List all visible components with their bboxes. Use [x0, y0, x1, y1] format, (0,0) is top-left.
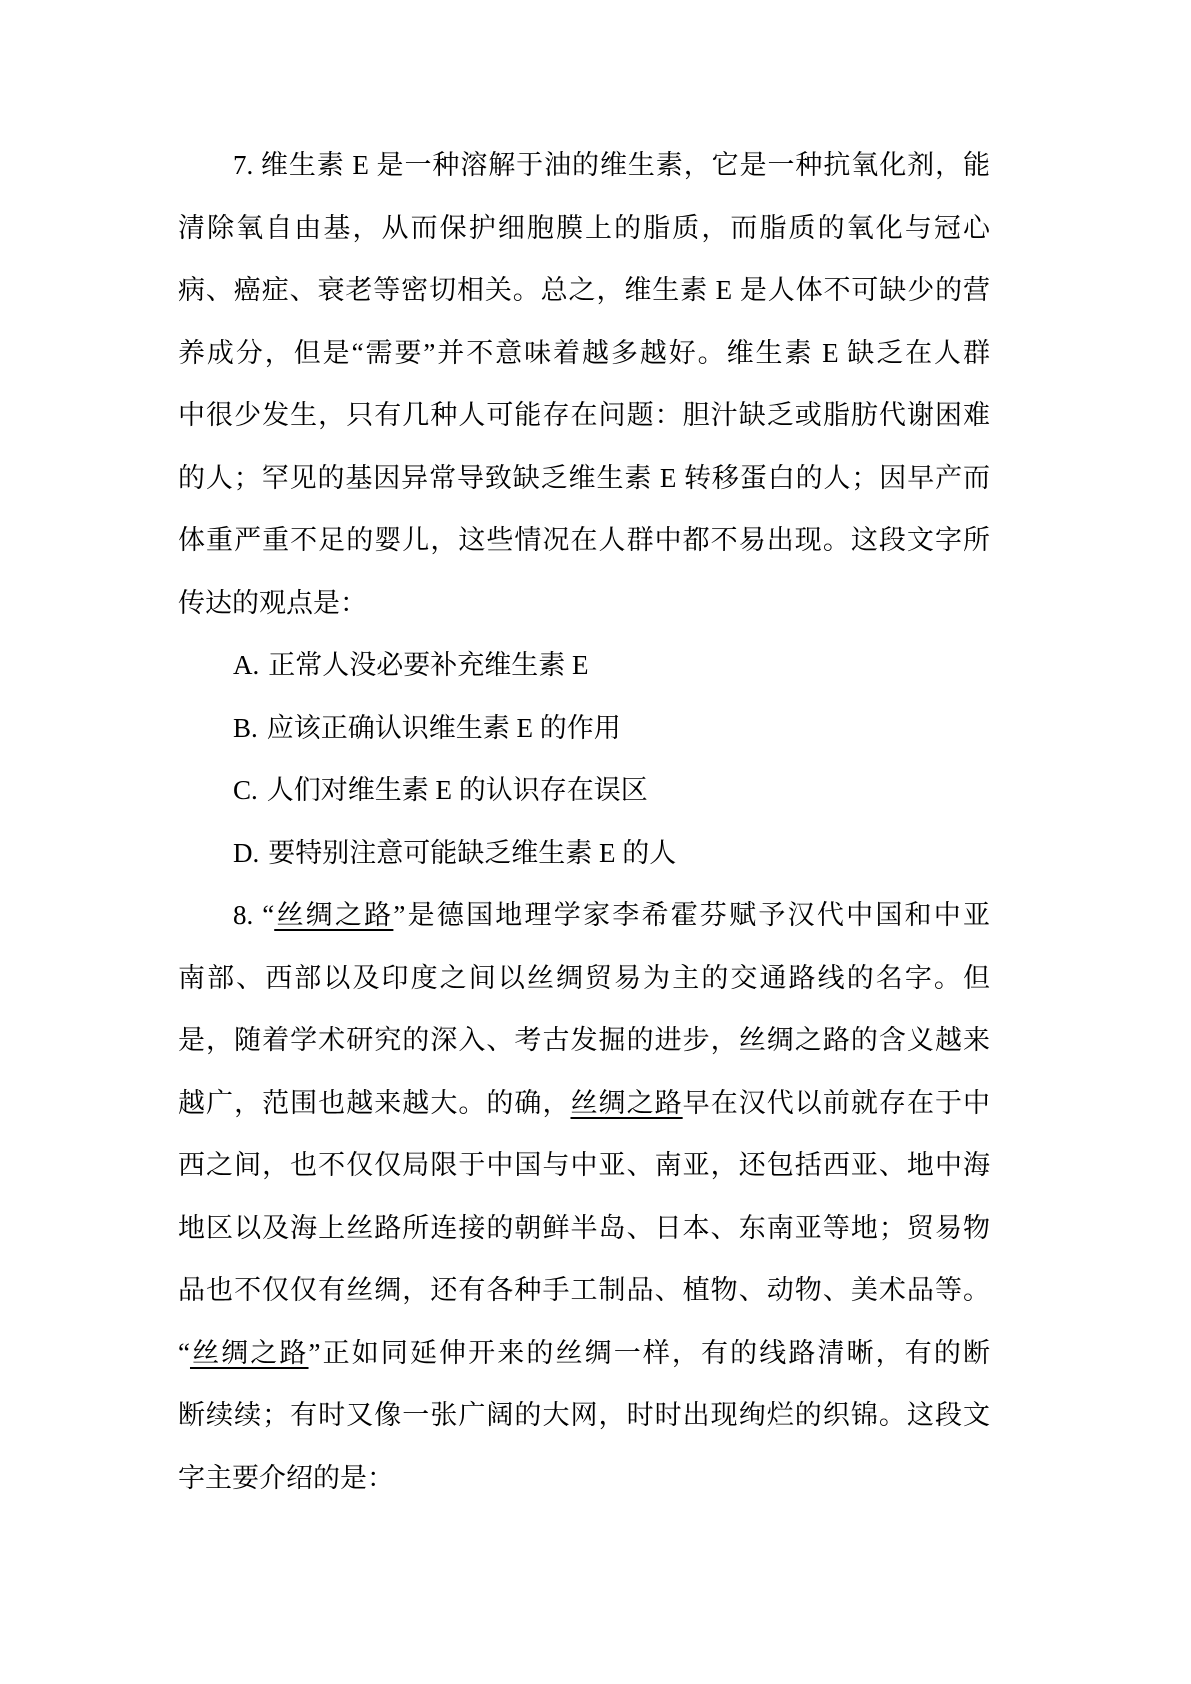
q7-option-b-label: B. — [233, 712, 258, 743]
q7-option-a-text: 正常人没必要补充维生素 E — [268, 650, 589, 680]
question-8 — [178, 884, 990, 1509]
q7-option-b-text: 应该正确认识维生素 E 的作用 — [266, 712, 621, 743]
q8-line8-pre: “ — [178, 1337, 190, 1368]
q8-paragraph-line: 字主要介绍的是： — [178, 1462, 394, 1493]
q8-paragraph-line — [178, 1322, 990, 1385]
q8-line1-pre: 8. “ — [233, 900, 275, 930]
silk-road-term-underlined: 丝绸之路 — [189, 1337, 309, 1368]
q8-line4-post: 早在汉代以前就存在于中 — [682, 1087, 991, 1118]
q7-paragraph-line: 体重严重不足的婴儿，这些情况在人群中都不易出现。这段文字所 — [178, 525, 990, 555]
q7-option-a — [178, 634, 990, 697]
q7-paragraph-line: 清除氧自由基，从而保护细胞膜上的脂质，而脂质的氧化与冠心 — [178, 212, 990, 243]
q7-option-d-text: 要特别注意可能缺乏维生素 E 的人 — [268, 837, 677, 868]
silk-road-term-underlined: 丝绸之路 — [570, 1087, 683, 1118]
q7-paragraph-line: 中很少发生，只有几种人可能存在问题：胆汁缺乏或脂肪代谢困难 — [178, 400, 990, 430]
q7-option-b — [178, 697, 990, 760]
q7-option-c-text: 人们对维生素 E 的认识存在误区 — [266, 775, 648, 805]
q8-line8-post: ”正如同延伸开来的丝绸一样，有的线路清晰，有的断 — [308, 1337, 991, 1368]
q7-option-a-label: A. — [233, 650, 260, 680]
silk-road-term-underlined: 丝绸之路 — [274, 900, 394, 930]
q8-line4-pre: 越广，范围也越来越大。的确， — [178, 1087, 571, 1118]
q8-paragraph-line: 是，随着学术研究的深入、考古发掘的进步，丝绸之路的含义越来 — [178, 1025, 990, 1055]
q7-option-c — [178, 759, 990, 822]
q7-option-c-label: C. — [233, 775, 258, 805]
q7-paragraph-line: 的人；罕见的基因异常导致缺乏维生素 E 转移蛋白的人；因早产而 — [178, 462, 990, 493]
q8-paragraph-line: 南部、西部以及印度之间以丝绸贸易为主的交通路线的名字。但 — [178, 962, 990, 993]
q7-paragraph-line: 传达的观点是： — [178, 587, 367, 618]
question-7 — [178, 134, 990, 884]
document-body — [178, 134, 990, 1509]
q8-paragraph-line: 地区以及海上丝路所连接的朝鲜半岛、日本、东南亚等地；贸易物 — [178, 1212, 990, 1243]
q8-paragraph-line — [178, 1072, 990, 1135]
q8-line1-post: ”是德国地理学家李希霍芬赋予汉代中国和中亚 — [393, 900, 991, 930]
q7-paragraph-line: 养成分，但是“需要”并不意味着越多越好。维生素 E 缺乏在人群 — [178, 337, 990, 368]
q7-paragraph-line: 病、癌症、衰老等密切相关。总之，维生素 E 是人体不可缺少的营 — [178, 275, 990, 305]
q7-option-d-label: D. — [233, 837, 260, 868]
q8-paragraph-line — [178, 884, 990, 947]
q7-option-d — [178, 822, 990, 885]
q7-paragraph-line: 7. 维生素 E 是一种溶解于油的维生素，它是一种抗氧化剂，能 — [233, 150, 990, 180]
q8-paragraph-line: 断续续；有时又像一张广阔的大网，时时出现绚烂的织锦。这段文 — [178, 1400, 990, 1430]
q8-paragraph-line: 西之间，也不仅仅局限于中国与中亚、南亚，还包括西亚、地中海 — [178, 1150, 990, 1180]
q8-paragraph-line: 品也不仅仅有丝绸，还有各种手工制品、植物、动物、美术品等。 — [178, 1275, 990, 1305]
